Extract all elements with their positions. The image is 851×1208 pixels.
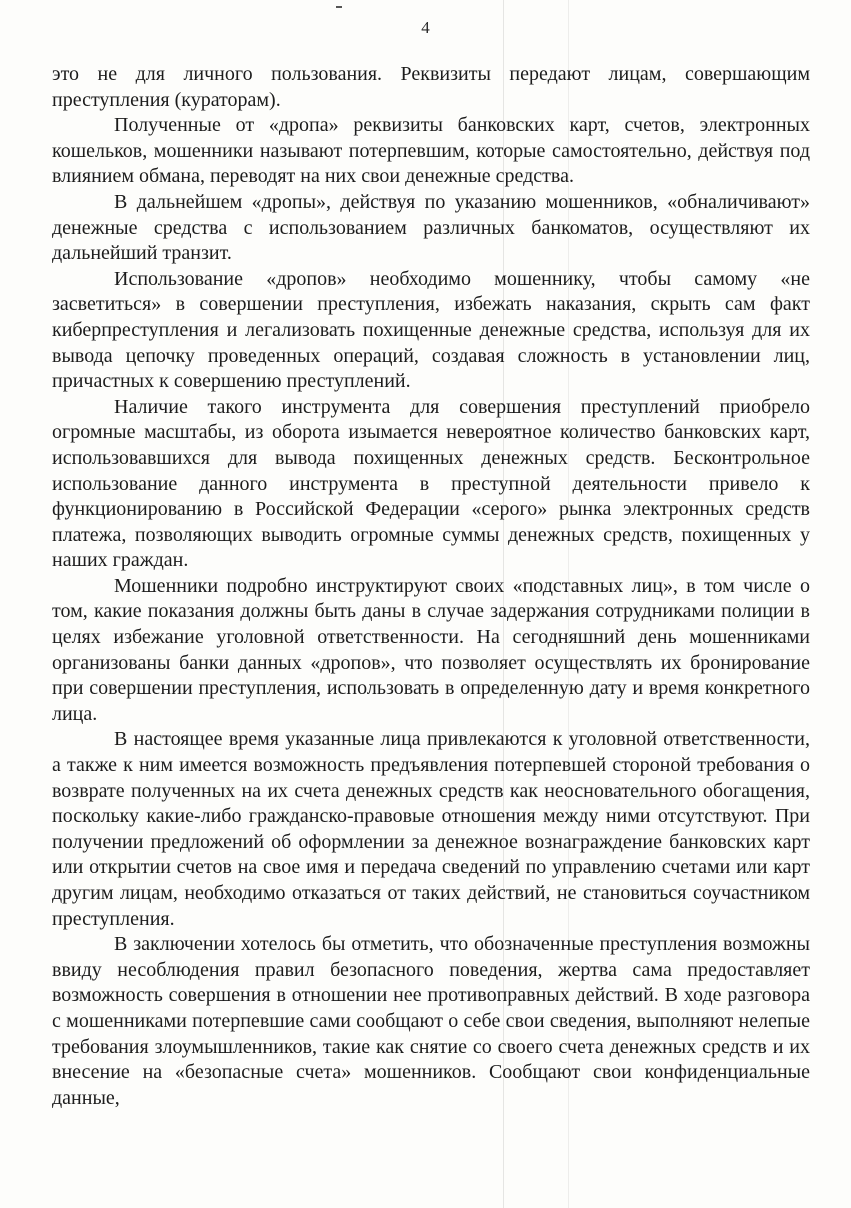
paragraph: это не для личного пользования. Реквизиты передают лицам, совершающим преступления (кураторам). — [52, 63, 810, 111]
paragraph: В дальнейшем «дропы», действуя по указанию мошенников, «обналичивают» денежные средства с использованием различных банкоматов, осуществляют их дальнейший транзит. — [52, 190, 810, 265]
paragraph: В заключении хотелось бы отметить, что обозначенные преступления возможны ввиду несоблюдения правил безопасного поведения, жертва сама предоставляет возможность совершения в отношении нее противоправных действий. В ходе разговора с мошенниками потерпевшие сами сообщают о себе свои сведения, выполняют нелепые требования злоумышленников, такие как снятие со своего счета денежных средств и их внесение на «безопасные счета» мошенников. Сообщают свои конфиденциальные данные, — [52, 933, 810, 1109]
document-body — [52, 62, 810, 1111]
paragraph: Наличие такого инструмента для совершения преступлений приобрело огромные масштабы, из оборота изымается невероятное количество банковских карт, использовавшихся для вывода похищенных денежных средств. Бесконтрольное использование данного инструмента в преступной деятельности привело к функционированию в Российской Федерации «серого» рынка электронных средств платежа, позволяющих выводить огромные суммы денежных средств, похищенных у наших граждан. — [52, 395, 810, 572]
paragraph: В настоящее время указанные лица привлекаются к уголовной ответственности, а также к ним имеется возможность предъявления потерпевшей стороной требования о возврате полученных на их счета денежных средств как неосновательного обогащения, поскольку какие-либо гражданско-правовые отношения между ними отсутствуют. При получении предложений об оформлении за денежное вознаграждение банковских карт или открытии счетов на свое имя и передача сведений по управлению счетами или карт другим лицам, необходимо отказаться от таких действий, не становиться соучастником преступления. — [52, 728, 810, 930]
page-number: 4 — [421, 18, 430, 37]
scan-mark — [336, 6, 342, 8]
paragraph: Полученные от «дропа» реквизиты банковских карт, счетов, электронных кошельков, мошенники называют потерпевшим, которые самостоятельно, действуя под влиянием обмана, переводят на них свои денежные средства. — [52, 114, 810, 188]
paragraph: Использование «дропов» необходимо мошеннику, чтобы самому «не засветиться» в совершении преступления, избежать наказания, скрыть сам факт киберпреступления и легализовать похищенные денежные средства, используя для их вывода цепочку проведенных операций, создавая сложность в установлении лиц, причастных к совершению преступлений. — [52, 267, 810, 393]
paragraph: Мошенники подробно инструктируют своих «подставных лиц», в том числе о том, какие показания должны быть даны в случае задержания сотрудниками полиции в целях избежание уголовной ответственности. На сегодняшний день мошенниками организованы банки данных «дропов», что позволяет осуществлять их бронирование при совершении преступления, использовать в определенную дату и время конкретного лица. — [52, 574, 810, 725]
